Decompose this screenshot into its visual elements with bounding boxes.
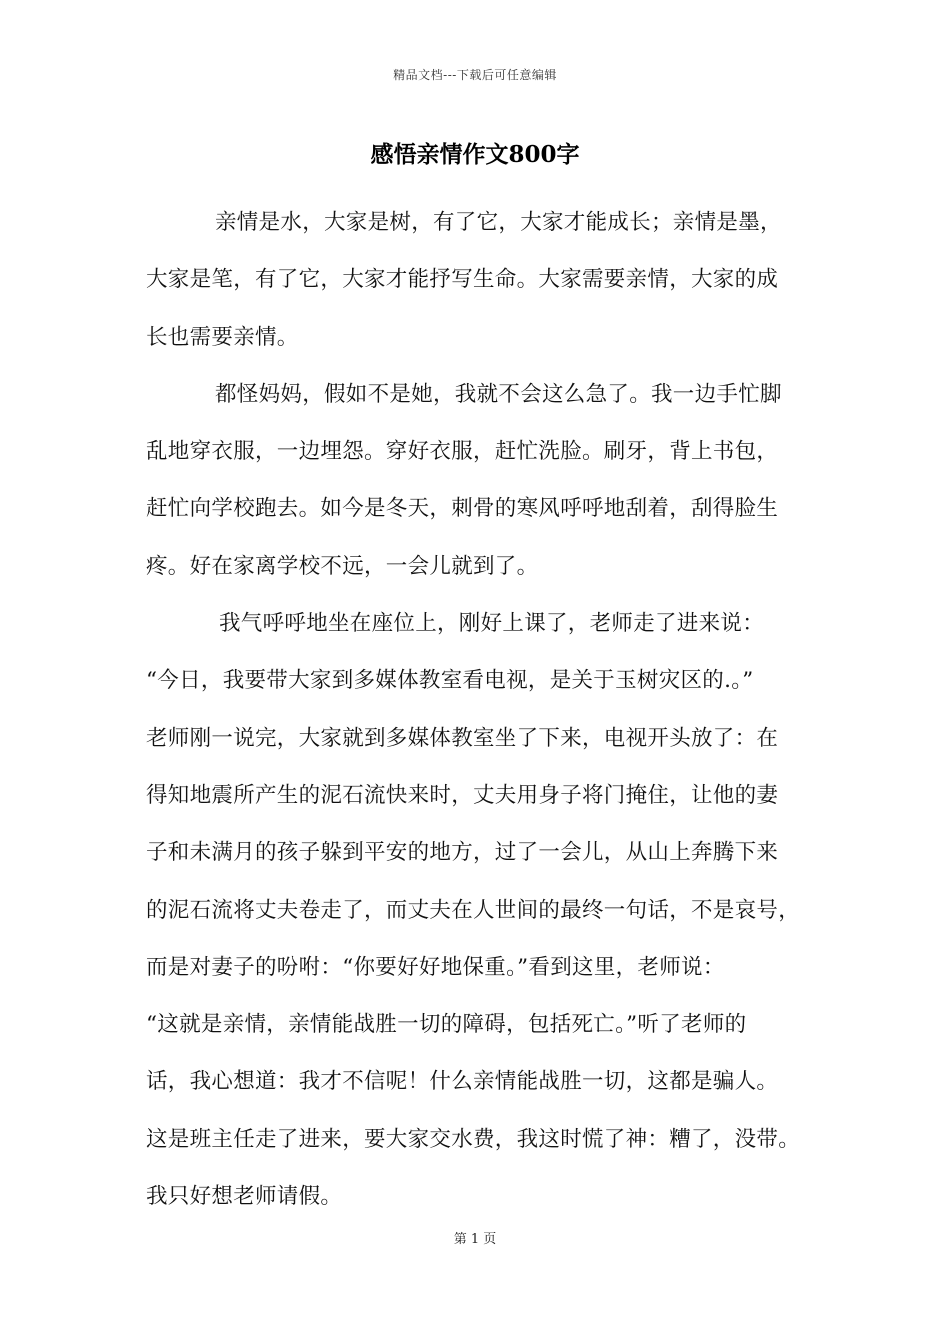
body-line: 老师刚一说完，大家就到多媒体教室坐了下来，电视开头放了：在 — [146, 725, 779, 751]
body-line: 这是班主任走了进来，要大家交水费，我这时慌了神：糟了，没带。 — [146, 1126, 801, 1152]
body-line: 都怪妈妈，假如不是她，我就不会这么急了。我一边手忙脚 — [215, 381, 782, 407]
body-line: 疼。好在家离学校不远，一会儿就到了。 — [146, 553, 539, 579]
body-line: 得知地震所产生的泥石流快来时，丈夫用身子将门掩住，让他的妻 — [146, 782, 779, 808]
body-line: “这就是亲情，亲情能战胜一切的障碍，包括死亡。”听了老师的 — [146, 1012, 747, 1038]
body-line: “今日，我要带大家到多媒体教室看电视，是关于玉树灾区的.。” — [146, 668, 754, 694]
page-number: 第 1 页 — [453, 1232, 497, 1247]
document-body — [146, 203, 826, 1234]
body-line: 乱地穿衣服，一边埋怨。穿好衣服，赶忙洗脸。刷牙，背上书包， — [146, 439, 779, 465]
document-title: 感悟亲情作文800字 — [370, 141, 580, 168]
body-line: 而是对妻子的吩咐：“你要好好地保重。”看到这里，老师说： — [146, 954, 725, 980]
body-line: 大家是笔，有了它，大家才能抒写生命。大家需要亲情，大家的成 — [146, 267, 779, 293]
header-note: 精品文档---下载后可任意编辑 — [393, 68, 557, 82]
body-line: 我只好想老师请假。 — [146, 1184, 343, 1210]
body-line: 赶忙向学校跑去。如今是冬天，刺骨的寒风呼呼地刮着，刮得脸生 — [146, 496, 779, 522]
body-line: 长也需要亲情。 — [146, 324, 299, 350]
body-line: 话，我心想道：我才不信呢！什么亲情能战胜一切，这都是骗人。 — [146, 1069, 779, 1095]
body-line: 的泥石流将丈夫卷走了，而丈夫在人世间的最终一句话，不是哀号， — [146, 897, 801, 923]
body-line: 子和未满月的孩子躲到平安的地方，过了一会儿，从山上奔腾下来 — [146, 840, 779, 866]
body-line: 我气呼呼地坐在座位上，刚好上课了，老师走了进来说： — [219, 611, 765, 637]
body-line: 亲情是水，大家是树，有了它，大家才能成长；亲情是墨， — [215, 210, 782, 235]
